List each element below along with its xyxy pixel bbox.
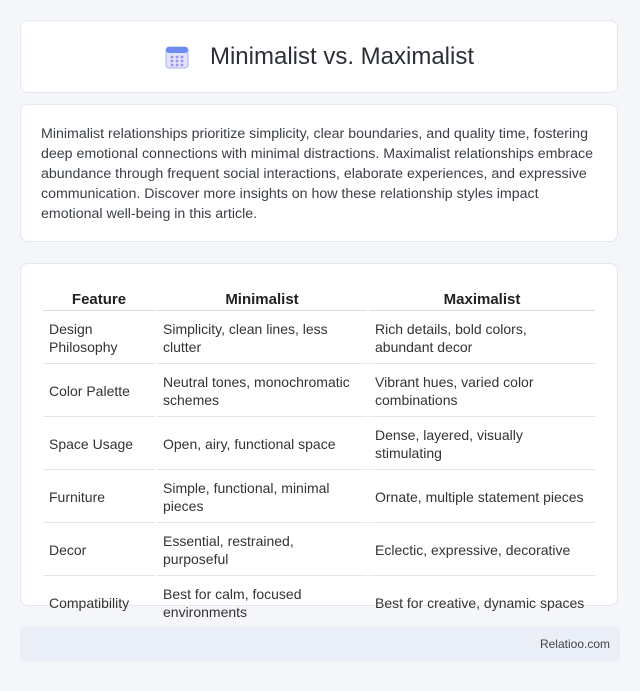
footer-brand[interactable]: Relatioo.com [539,637,610,651]
title-card [20,20,618,93]
row-minimalist: Simple, functional, minimal pieces [157,472,367,523]
row-minimalist: Neutral tones, monochromatic schemes [157,366,367,417]
header-maximalist: Maximalist [369,286,595,311]
table-header-row [43,286,595,311]
row-feature: Furniture [43,472,155,523]
row-minimalist: Simplicity, clean lines, less clutter [157,313,367,364]
row-minimalist: Best for calm, focused environments [157,578,367,629]
header-feature: Feature [43,286,155,311]
row-maximalist: Dense, layered, visually stimulating [369,419,595,470]
row-maximalist: Best for creative, dynamic spaces [369,578,595,629]
page-title: Minimalist vs. Maximalist [209,42,475,70]
row-minimalist: Essential, restrained, purposeful [157,525,367,576]
row-minimalist: Open, airy, functional space [157,419,367,470]
row-feature: Compatibility [43,578,155,629]
row-feature: Design Philosophy [43,313,155,364]
header-minimalist: Minimalist [157,286,367,311]
row-feature: Decor [43,525,155,576]
intro-text: Minimalist relationships prioritize simplicity, clear boundaries, and quality time, fostering deep emotional connections with minimal distractions. Maximalist relationships embrace abundance through frequent social interactions, elaborate experiences, and expressive communication. Discover more insights on how these relationship styles impact emotional well-being in this article. [41,126,593,222]
row-maximalist: Vibrant hues, varied color combinations [369,366,595,417]
row-maximalist: Eclectic, expressive, decorative [369,525,595,576]
table-row [43,472,595,523]
table-row [43,525,595,576]
row-feature: Space Usage [43,419,155,470]
row-maximalist: Ornate, multiple statement pieces [369,472,595,523]
table-row [43,578,595,629]
comparison-table [41,284,597,631]
comparison-card [20,263,618,620]
intro-card [20,104,618,242]
table-row [43,313,595,364]
table-row [43,366,595,417]
calendar-icon [164,44,190,70]
row-maximalist: Rich details, bold colors, abundant decor [369,313,595,364]
table-row [43,419,595,470]
row-feature: Color Palette [43,366,155,417]
footer [20,627,620,661]
